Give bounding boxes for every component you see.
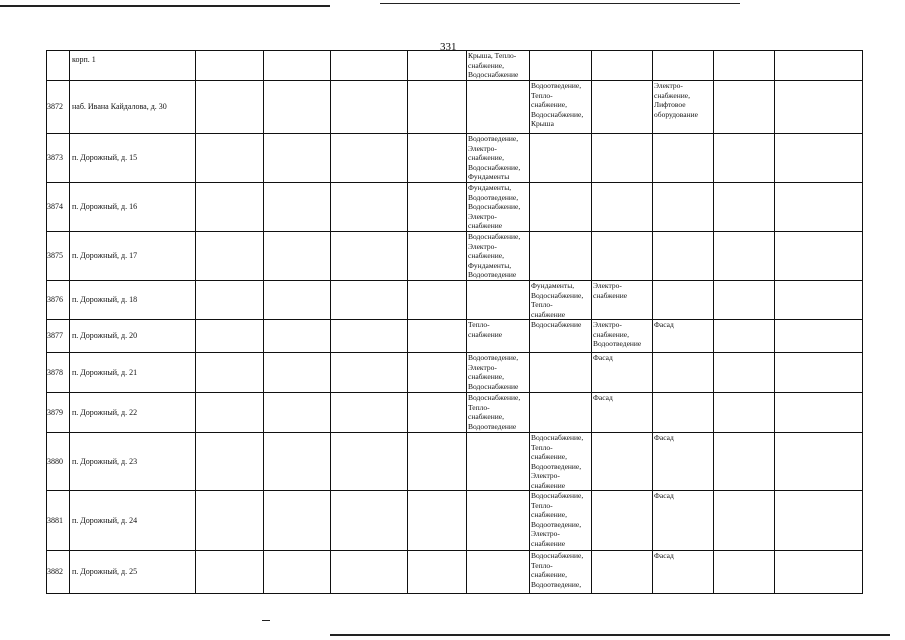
- row-number: 3875: [47, 232, 70, 281]
- scan-line-bottom: [330, 634, 890, 636]
- empty-cell: [331, 51, 408, 81]
- empty-cell: [714, 393, 775, 433]
- works-cell: [530, 353, 592, 393]
- empty-cell: [264, 551, 331, 594]
- works-cell: [653, 51, 714, 81]
- works-cell: [592, 134, 653, 183]
- row-number: 3874: [47, 183, 70, 232]
- empty-cell: [408, 51, 467, 81]
- row-number: 3876: [47, 281, 70, 320]
- row-number: 3872: [47, 81, 70, 134]
- row-address: п. Дорожный, д. 18: [70, 281, 196, 320]
- row-address: п. Дорожный, д. 25: [70, 551, 196, 594]
- row-number: 3879: [47, 393, 70, 433]
- empty-cell: [714, 281, 775, 320]
- empty-cell: [196, 491, 264, 551]
- works-cell: [530, 393, 592, 433]
- empty-cell: [775, 232, 863, 281]
- empty-cell: [196, 281, 264, 320]
- table-row: [47, 183, 863, 232]
- empty-cell: [264, 353, 331, 393]
- scan-mark-bottom: [262, 620, 270, 621]
- empty-cell: [264, 183, 331, 232]
- works-cell: Электро- снабжение, Лифтовое оборудование: [653, 81, 714, 134]
- works-cell: [653, 183, 714, 232]
- row-number: [47, 51, 70, 81]
- works-cell: Фундаменты, Водоснабжение, Тепло- снабжение: [530, 281, 592, 320]
- empty-cell: [714, 134, 775, 183]
- empty-cell: [775, 393, 863, 433]
- empty-cell: [331, 320, 408, 353]
- empty-cell: [331, 353, 408, 393]
- empty-cell: [408, 183, 467, 232]
- works-cell: [653, 134, 714, 183]
- empty-cell: [775, 491, 863, 551]
- table-row: [47, 320, 863, 353]
- row-address: п. Дорожный, д. 15: [70, 134, 196, 183]
- works-cell: Тепло- снабжение: [467, 320, 530, 353]
- empty-cell: [331, 433, 408, 491]
- empty-cell: [775, 320, 863, 353]
- works-cell: Водоотведение, Электро- снабжение, Водоснабжение: [467, 353, 530, 393]
- empty-cell: [196, 393, 264, 433]
- empty-cell: [331, 491, 408, 551]
- table-row: [47, 81, 863, 134]
- works-cell: Фундаменты, Водоотведение, Водоснабжение, Электро- снабжение: [467, 183, 530, 232]
- empty-cell: [775, 551, 863, 594]
- table-row: [47, 393, 863, 433]
- works-cell: [592, 232, 653, 281]
- empty-cell: [775, 51, 863, 81]
- row-address: п. Дорожный, д. 20: [70, 320, 196, 353]
- works-cell: [653, 393, 714, 433]
- row-number: 3880: [47, 433, 70, 491]
- table-row: [47, 551, 863, 594]
- row-address: п. Дорожный, д. 17: [70, 232, 196, 281]
- empty-cell: [264, 232, 331, 281]
- works-cell: [530, 232, 592, 281]
- row-address: п. Дорожный, д. 24: [70, 491, 196, 551]
- empty-cell: [775, 281, 863, 320]
- empty-cell: [331, 232, 408, 281]
- works-cell: Водоснабжение: [530, 320, 592, 353]
- table-body: [47, 51, 863, 594]
- works-cell: [592, 81, 653, 134]
- table-row: [47, 51, 863, 81]
- empty-cell: [714, 320, 775, 353]
- empty-cell: [408, 320, 467, 353]
- empty-cell: [714, 51, 775, 81]
- works-cell: Фасад: [653, 320, 714, 353]
- empty-cell: [264, 134, 331, 183]
- works-cell: [530, 134, 592, 183]
- works-cell: [592, 491, 653, 551]
- empty-cell: [264, 281, 331, 320]
- empty-cell: [331, 183, 408, 232]
- row-address: п. Дорожный, д. 16: [70, 183, 196, 232]
- works-cell: [467, 551, 530, 594]
- works-cell: Фасад: [592, 353, 653, 393]
- empty-cell: [775, 183, 863, 232]
- empty-cell: [408, 281, 467, 320]
- works-cell: Электро- снабжение, Водоотведение: [592, 320, 653, 353]
- empty-cell: [196, 551, 264, 594]
- row-address: корп. 1: [70, 51, 196, 81]
- table-row: [47, 433, 863, 491]
- works-cell: [530, 183, 592, 232]
- scan-line-top-right: [380, 3, 740, 4]
- row-address: п. Дорожный, д. 22: [70, 393, 196, 433]
- row-address: п. Дорожный, д. 23: [70, 433, 196, 491]
- works-cell: [467, 281, 530, 320]
- works-cell: [530, 51, 592, 81]
- empty-cell: [714, 183, 775, 232]
- works-cell: [592, 433, 653, 491]
- empty-cell: [408, 393, 467, 433]
- works-cell: [653, 353, 714, 393]
- works-cell: [467, 433, 530, 491]
- works-cell: Водоснабжение, Тепло- снабжение, Водоотведение, Электро- снабжение: [530, 491, 592, 551]
- works-cell: Водоснабжение, Тепло- снабжение, Водоотведение: [467, 393, 530, 433]
- empty-cell: [775, 433, 863, 491]
- empty-cell: [264, 51, 331, 81]
- empty-cell: [408, 491, 467, 551]
- empty-cell: [331, 134, 408, 183]
- empty-cell: [264, 320, 331, 353]
- empty-cell: [264, 81, 331, 134]
- empty-cell: [775, 353, 863, 393]
- empty-cell: [714, 232, 775, 281]
- empty-cell: [264, 433, 331, 491]
- works-cell: Водоснабжение, Тепло- снабжение, Водоотведение,: [530, 551, 592, 594]
- works-cell: [592, 51, 653, 81]
- empty-cell: [408, 551, 467, 594]
- works-cell: Фасад: [653, 491, 714, 551]
- empty-cell: [408, 81, 467, 134]
- table-row: [47, 134, 863, 183]
- empty-cell: [775, 81, 863, 134]
- empty-cell: [196, 81, 264, 134]
- works-cell: Фасад: [592, 393, 653, 433]
- works-cell: [592, 183, 653, 232]
- row-number: 3882: [47, 551, 70, 594]
- page-number: 331: [440, 41, 457, 53]
- works-cell: Водоотведение, Электро- снабжение, Водоснабжение, Фундаменты: [467, 134, 530, 183]
- scan-line-top-left: [0, 5, 330, 7]
- works-cell: Водоснабжение, Электро- снабжение, Фундаменты, Водоотведение: [467, 232, 530, 281]
- table-row: [47, 281, 863, 320]
- row-number: 3873: [47, 134, 70, 183]
- empty-cell: [775, 134, 863, 183]
- works-cell: Крыша, Тепло- снабжение, Водоснабжение: [467, 51, 530, 81]
- empty-cell: [196, 134, 264, 183]
- empty-cell: [331, 551, 408, 594]
- empty-cell: [196, 51, 264, 81]
- empty-cell: [264, 491, 331, 551]
- empty-cell: [196, 320, 264, 353]
- works-cell: [592, 551, 653, 594]
- empty-cell: [408, 433, 467, 491]
- empty-cell: [714, 81, 775, 134]
- empty-cell: [196, 183, 264, 232]
- row-address: п. Дорожный, д. 21: [70, 353, 196, 393]
- empty-cell: [408, 232, 467, 281]
- works-cell: [653, 281, 714, 320]
- table-row: [47, 232, 863, 281]
- row-address: наб. Ивана Кайдалова, д. 30: [70, 81, 196, 134]
- empty-cell: [331, 393, 408, 433]
- works-cell: Водоотведение, Тепло- снабжение, Водоснабжение, Крыша: [530, 81, 592, 134]
- row-number: 3878: [47, 353, 70, 393]
- empty-cell: [196, 353, 264, 393]
- empty-cell: [408, 134, 467, 183]
- empty-cell: [714, 353, 775, 393]
- empty-cell: [331, 81, 408, 134]
- works-cell: Фасад: [653, 433, 714, 491]
- registry-table: [46, 50, 863, 594]
- empty-cell: [196, 232, 264, 281]
- row-number: 3877: [47, 320, 70, 353]
- table-row: [47, 491, 863, 551]
- empty-cell: [196, 433, 264, 491]
- empty-cell: [408, 353, 467, 393]
- works-cell: [467, 81, 530, 134]
- empty-cell: [331, 281, 408, 320]
- works-cell: Электро- снабжение: [592, 281, 653, 320]
- works-cell: [467, 491, 530, 551]
- empty-cell: [714, 491, 775, 551]
- row-number: 3881: [47, 491, 70, 551]
- works-cell: [653, 232, 714, 281]
- empty-cell: [714, 433, 775, 491]
- works-cell: Фасад: [653, 551, 714, 594]
- works-cell: Водоснабжение, Тепло- снабжение, Водоотведение, Электро- снабжение: [530, 433, 592, 491]
- table-row: [47, 353, 863, 393]
- empty-cell: [714, 551, 775, 594]
- empty-cell: [264, 393, 331, 433]
